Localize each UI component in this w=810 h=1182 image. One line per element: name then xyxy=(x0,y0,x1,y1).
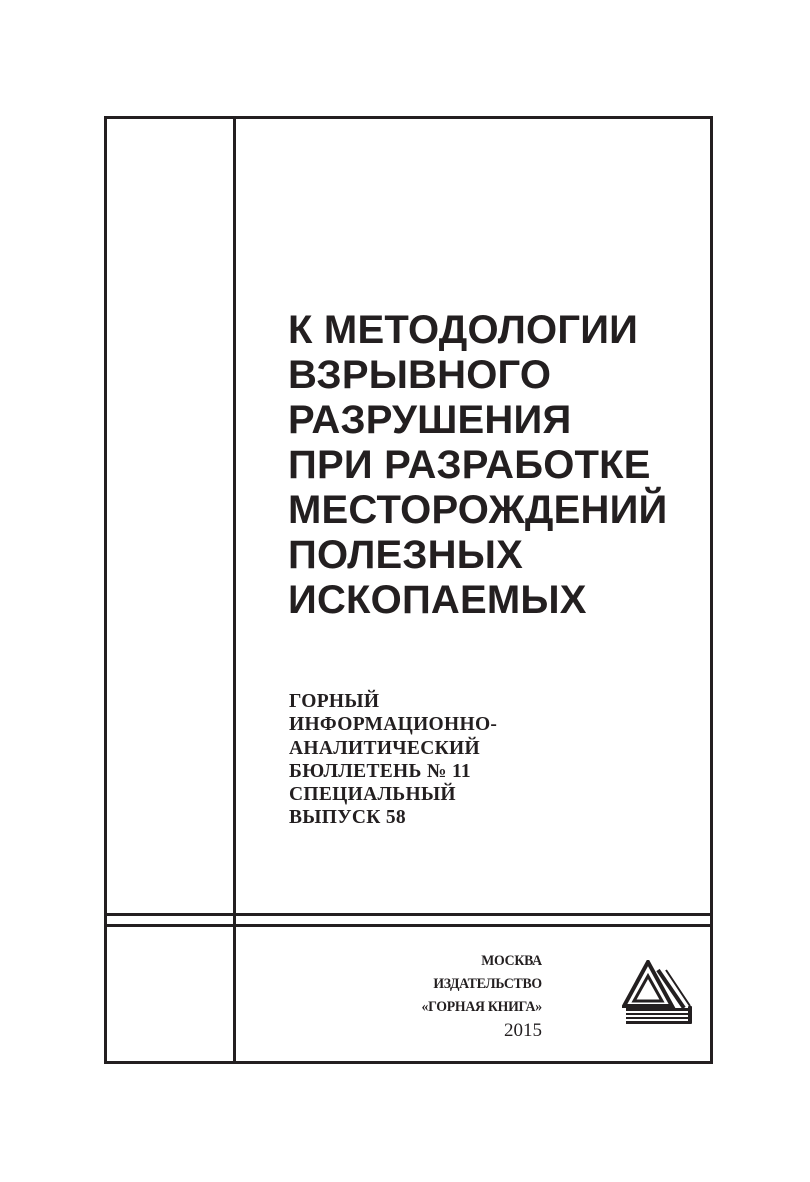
title-line: РАЗРУШЕНИЯ xyxy=(288,398,572,442)
publisher-imprint xyxy=(411,950,542,1043)
series-line: СПЕЦИАЛЬНЫЙ xyxy=(289,784,456,806)
imprint-year: 2015 xyxy=(504,1020,542,1041)
title-line: ИСКОПАЕМЫХ xyxy=(288,578,587,622)
horizontal-rule-lower xyxy=(104,924,713,927)
title-line: ВЗРЫВНОГО xyxy=(288,353,552,397)
horizontal-rule-upper xyxy=(104,913,713,916)
mountain-book-logo-icon xyxy=(622,960,694,1028)
book-title xyxy=(288,308,668,623)
vertical-rule xyxy=(233,116,236,1064)
series-line: АНАЛИТИЧЕСКИЙ xyxy=(289,737,480,759)
series-line: ВЫПУСК 58 xyxy=(289,807,406,829)
series-line: ИНФОРМАЦИОННО- xyxy=(289,714,498,736)
imprint-publisher: ИЗДАТЕЛЬСТВО xyxy=(433,976,542,992)
title-line: К МЕТОДОЛОГИИ xyxy=(288,308,639,352)
title-line: ПРИ РАЗРАБОТКЕ xyxy=(288,443,651,487)
imprint-publisher-name: «ГОРНАЯ КНИГА» xyxy=(421,999,542,1015)
series-line: ГОРНЫЙ xyxy=(289,691,380,712)
title-line: МЕСТОРОЖДЕНИЙ xyxy=(288,488,668,532)
imprint-city: МОСКВА xyxy=(481,953,542,969)
series-info xyxy=(289,690,497,830)
title-line: ПОЛЕЗНЫХ xyxy=(288,533,523,577)
series-line: БЮЛЛЕТЕНЬ № 11 xyxy=(289,760,471,782)
